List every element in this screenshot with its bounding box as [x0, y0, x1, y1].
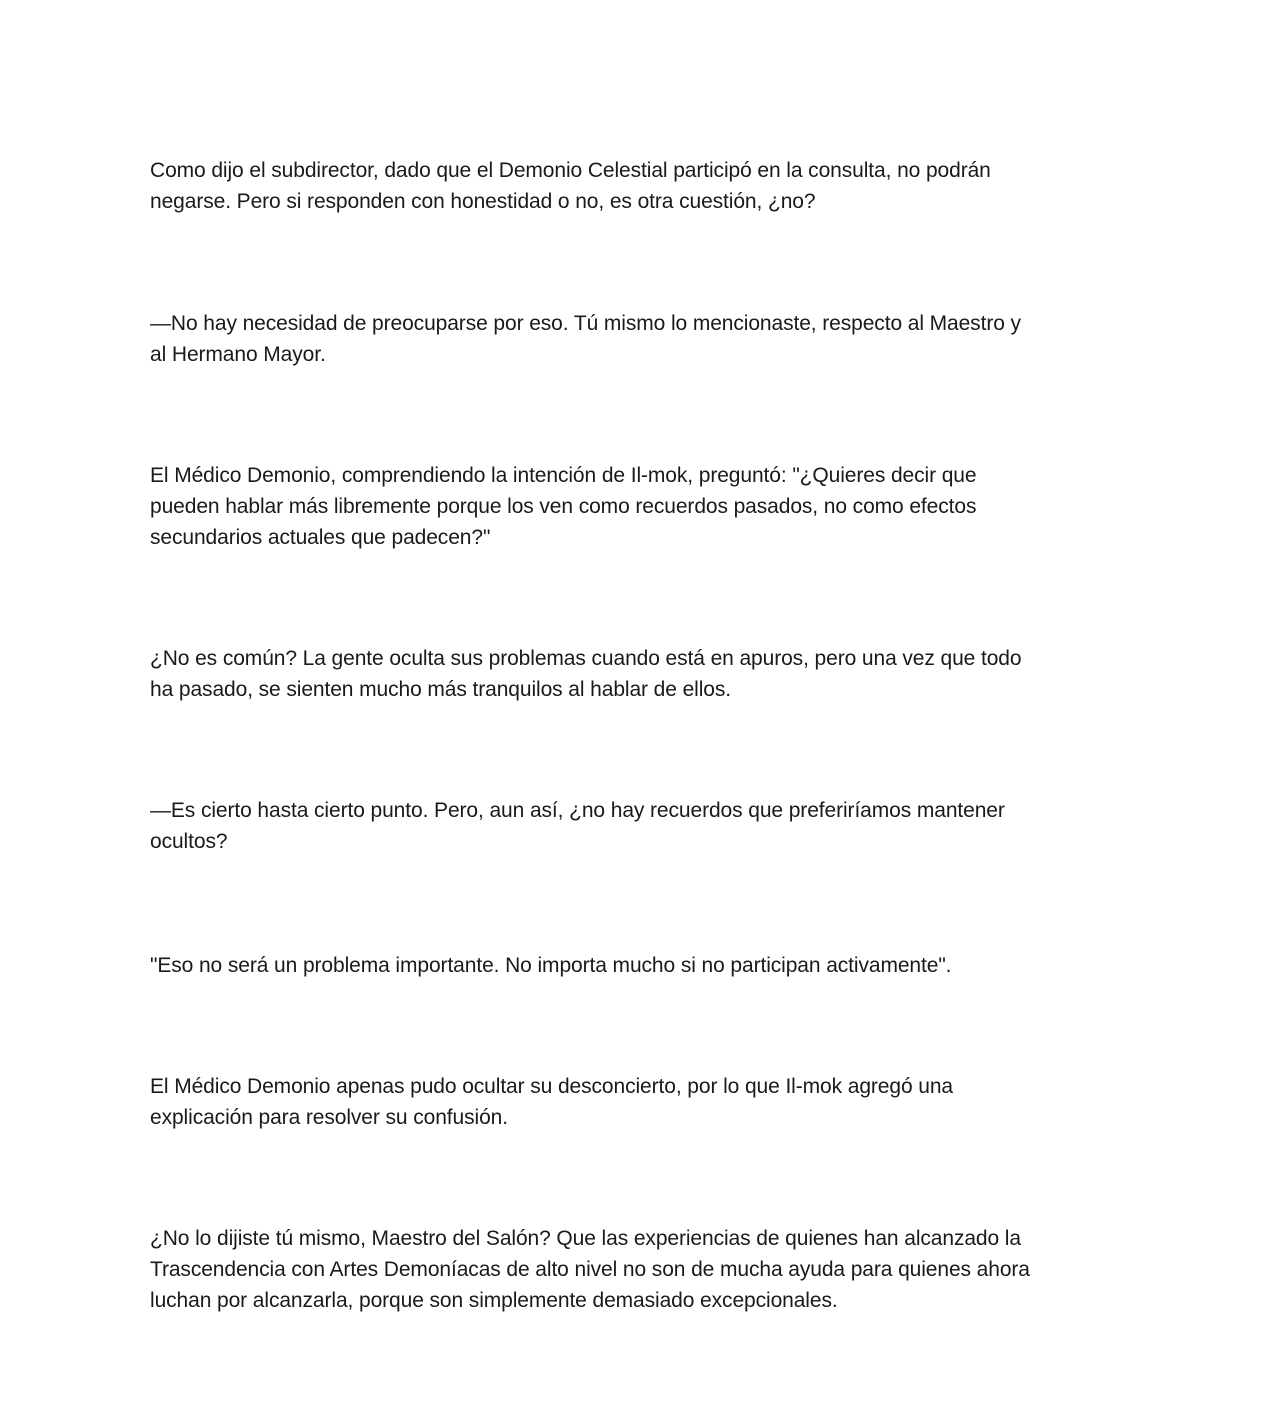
paragraph-line: ¿No lo dijiste tú mismo, Maestro del Salón? Que las experiencias de quienes han alcanzado la — [150, 1227, 1021, 1250]
paragraph-3 — [150, 460, 1125, 553]
paragraph-line: El Médico Demonio apenas pudo ocultar su desconcierto, por lo que Il-mok agregó una — [150, 1075, 954, 1098]
paragraph-line: ha pasado, se sienten mucho más tranquilos al hablar de ellos. — [150, 678, 731, 701]
paragraph-line: Como dijo el subdirector, dado que el Demonio Celestial participó en la consulta, no podrán — [150, 159, 991, 182]
paragraph-line: —Es cierto hasta cierto punto. Pero, aun así, ¿no hay recuerdos que preferiríamos mantener — [150, 799, 1005, 822]
paragraph-line: ocultos? — [150, 830, 228, 853]
paragraph-8 — [150, 1223, 1125, 1316]
paragraph-line: Trascendencia con Artes Demoníacas de alto nivel no son de mucha ayuda para quienes ahora — [150, 1258, 1030, 1281]
paragraph-5 — [150, 795, 1125, 857]
paragraph-line: —No hay necesidad de preocuparse por eso. Tú mismo lo mencionaste, respecto al Maestro y — [150, 312, 1021, 335]
paragraph-line: "Eso no será un problema importante. No importa mucho si no participan activamente". — [150, 954, 952, 977]
paragraph-4 — [150, 643, 1125, 705]
paragraph-6 — [150, 950, 1125, 981]
paragraph-line: al Hermano Mayor. — [150, 343, 326, 366]
paragraph-line: secundarios actuales que padecen?" — [150, 526, 491, 549]
paragraph-line: pueden hablar más libremente porque los ven como recuerdos pasados, no como efectos — [150, 495, 977, 518]
paragraph-line: explicación para resolver su confusión. — [150, 1106, 508, 1129]
paragraph-2 — [150, 308, 1125, 370]
paragraph-line: El Médico Demonio, comprendiendo la intención de Il-mok, preguntó: "¿Quieres decir que — [150, 464, 977, 487]
paragraph-line: negarse. Pero si responden con honestidad o no, es otra cuestión, ¿no? — [150, 190, 816, 213]
paragraph-line: ¿No es común? La gente oculta sus problemas cuando está en apuros, pero una vez que todo — [150, 647, 1022, 670]
paragraph-7 — [150, 1071, 1125, 1133]
paragraph-line: luchan por alcanzarla, porque son simplemente demasiado excepcionales. — [150, 1289, 838, 1312]
paragraph-1 — [150, 155, 1125, 217]
